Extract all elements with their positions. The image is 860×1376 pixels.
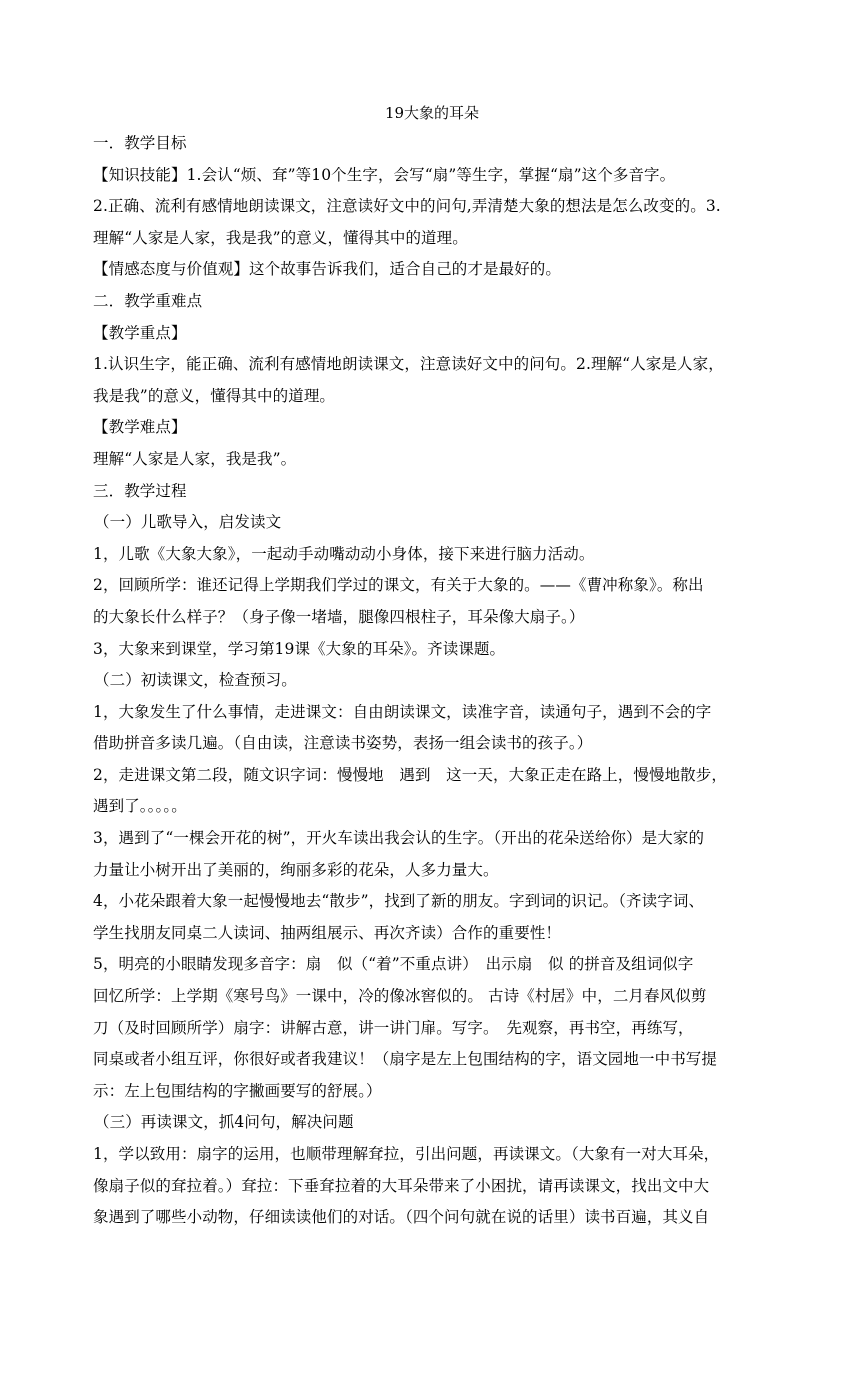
paragraph-line: 1，大象发生了什么事情，走进课文：自由朗读课文，读准字音，读通句子，遇到不会的字 — [93, 702, 712, 721]
paragraph-line: 2.正确、流利有感情地朗读课文，注意读好文中的问句,弄清楚大象的想法是怎么改变的。3. — [93, 197, 721, 216]
paragraph-line: 刀（及时回顾所学）扇字：讲解古意，讲一讲门扉。写字。 先观察，再书空，再练写， — [93, 1018, 694, 1037]
step-heading: （二）初读课文，检查预习。 — [94, 671, 297, 690]
paragraph-line: 4，小花朵跟着大象一起慢慢地去“散步”，找到了新的朋友。字到词的识记。（齐读字词、 — [93, 892, 705, 911]
paragraph-line: 像扇子似的耷拉着。）耷拉：下垂耷拉着的大耳朵带来了小困扰，请再读课文，找出文中大 — [93, 1176, 710, 1195]
step-heading: （三）再读课文，抓4问句，解决问题 — [94, 1113, 354, 1132]
paragraph-line: 我是我”的意义，懂得其中的道理。 — [93, 386, 336, 405]
paragraph-line: 回忆所学：上学期《寒号鸟》一课中，冷的像冰窖似的。 古诗《村居》中，二月春风似剪 — [93, 987, 707, 1006]
paragraph-line: 遇到了。。。。。 — [93, 797, 187, 816]
document-title: 19大象的耳朵 — [384, 104, 480, 122]
subheading-key-point: 【教学重点】 — [93, 323, 187, 342]
paragraph-line: 【情感态度与价值观】这个故事告诉我们，适合自己的才是最好的。 — [93, 260, 562, 279]
paragraph-line: 3，大象来到课堂，学习第19课《大象的耳朵》。齐读课题。 — [93, 639, 506, 658]
section-heading-key-points: 二．教学重难点 — [93, 291, 203, 310]
step-heading: （一）儿歌导入，启发读文 — [94, 513, 282, 532]
paragraph-line: 同桌或者小组互评，你很好或者我建议！（扇字是左上包围结构的字，语文园地一中书写提 — [93, 1050, 718, 1069]
paragraph-line: 力量让小树开出了美丽的，绚丽多彩的花朵，人多力量大。 — [93, 860, 499, 879]
paragraph-line: 2，走进课文第二段，随文识字词：慢慢地 遇到 这一天，大象正走在路上，慢慢地散步， — [93, 765, 727, 784]
section-heading-objectives: 一．教学目标 — [93, 134, 187, 152]
paragraph-line: 3，遇到了“一棵会开花的树”，开火车读出我会认的生字。（开出的花朵送给你）是大家的 — [93, 829, 705, 848]
paragraph-line: 的大象长什么样子？（身子像一堵墙，腿像四根柱子，耳朵像大扇子。） — [93, 607, 585, 626]
paragraph-line: 【知识技能】1.会认“烦、耷”等10个生字，会写“扇”等生字，掌握“扇”这个多音字。 — [93, 165, 676, 184]
paragraph-line: 理解“人家是人家，我是我”的意义，懂得其中的道理。 — [93, 228, 468, 247]
paragraph-line: 2，回顾所学：谁还记得上学期我们学过的课文，有关于大象的。——《曹冲称象》。称出 — [93, 576, 704, 595]
paragraph-line: 5，明亮的小眼睛发现多音字：扇 似（“着”不重点讲） 出示扇 似 的拼音及组词似字 — [93, 955, 694, 974]
document-body — [93, 98, 773, 1234]
paragraph-line: 借助拼音多读几遍。（自由读，注意读书姿势，表扬一组会读书的孩子。） — [93, 734, 593, 753]
section-heading-process: 三．教学过程 — [93, 481, 187, 500]
paragraph-line: 学生找朋友同桌二人读词、抽两组展示、再次齐读）合作的重要性！ — [93, 923, 562, 942]
paragraph-line: 1.认识生字，能正确、流利有感情地朗读课文，注意读好文中的问句。2.理解“人家是人家， — [93, 355, 724, 374]
paragraph-line: 象遇到了哪些小动物，仔细读读他们的对话。（四个问句就在说的话里）读书百遍，其义自 — [93, 1208, 710, 1227]
paragraph-line: 1，儿歌《大象大象》，一起动手动嘴动动小身体，接下来进行脑力活动。 — [93, 544, 595, 563]
paragraph-line: 示：左上包围结构的字撇画要写的舒展。） — [93, 1081, 382, 1100]
paragraph-line: 1，学以致用：扇字的运用，也顺带理解耷拉，引出问题，再读课文。（大象有一对大耳朵， — [93, 1145, 720, 1163]
subheading-difficulty: 【教学难点】 — [93, 418, 187, 437]
paragraph-line: 理解“人家是人家，我是我”。 — [93, 449, 297, 468]
